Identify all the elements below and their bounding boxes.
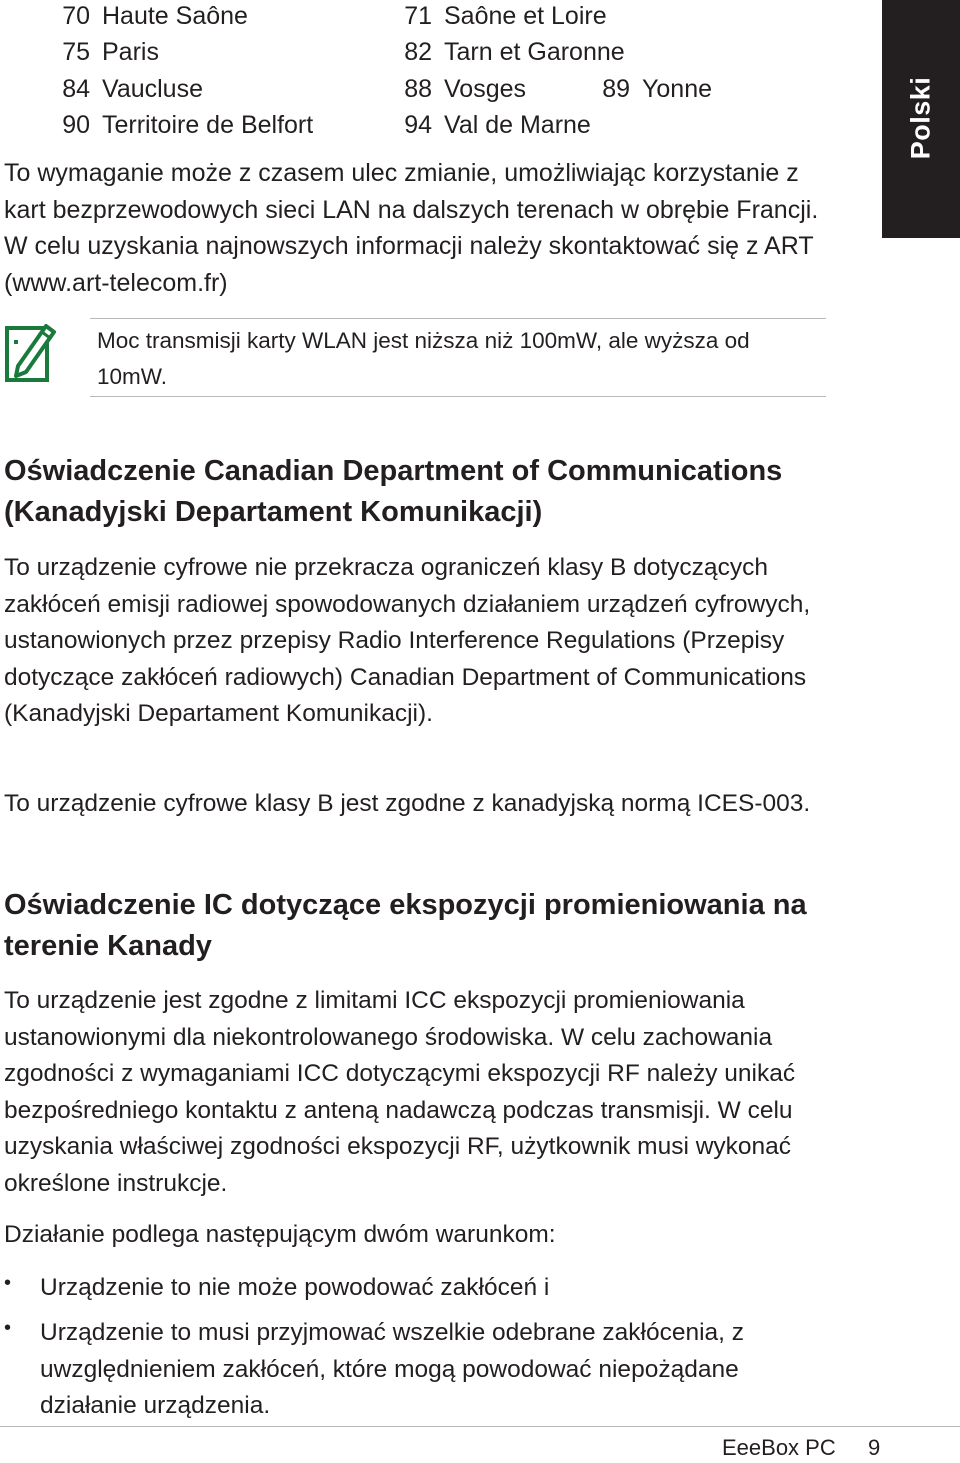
note-text: Moc transmisji karty WLAN jest niższa niż 100mW, ale wyższa od 10mW. [97, 328, 750, 389]
language-tab-label: Polski [905, 76, 936, 160]
body-paragraph: To urządzenie jest zgodne z limitami ICC ekspozycji promieniowania ustanowionymi dla niekontrolowanego środowiska. W celu zachowania zgodności z wymaganiami ICC dotyczącymi ekspozycji RF należy unikać bezpośredniego kontaktu z anteną nadawczą podczas transmisji. W celu uzyskania właściwej zgodności ekspozycji RF, użytkownik musi wykonać określone instrukcje. [4, 987, 796, 1197]
list-item-text: Urządzenie to musi przyjmować wszelkie odebrane zakłócenia, z uwzględnieniem zakłóceń, które mogą powodować niepożądane działanie urządzenia. [40, 1319, 745, 1419]
department-entry: 82 Tarn et Garonne [404, 38, 625, 66]
page-number: 9 [868, 1435, 881, 1460]
body-paragraph: To urządzenie cyfrowe klasy B jest zgodne z kanadyjską normą ICES-003. [4, 790, 811, 817]
department-entry: 71 Saône et Loire [404, 2, 607, 30]
department-entry: 70 Haute Saône [62, 2, 248, 30]
note-bottom-rule [90, 396, 826, 397]
note-top-rule [90, 318, 826, 319]
department-entry: 75 Paris [62, 38, 159, 66]
department-entry: 88 Vosges [404, 75, 527, 103]
list-item-text: Urządzenie to nie może powodować zakłóceń i [40, 1274, 550, 1301]
body-paragraph: Działanie podlega następującym dwóm warunkom: [4, 1221, 556, 1248]
intro-paragraph: To wymaganie może z czasem ulec zmianie, umożliwiając korzystanie z kart bezprzewodowych sieci LAN na dalszych terenach w obrębie Francji. W celu uzyskania najnowszych informacji należy skontaktować się z ART (www.art-telecom.fr) [4, 159, 819, 297]
section-heading: Oświadczenie IC dotyczące ekspozycji promieniowania na terenie Kanady [4, 889, 807, 962]
bullet-marker: • [4, 1272, 12, 1294]
department-entry: 89 Yonne [602, 75, 712, 103]
footer-rule [0, 1426, 960, 1427]
section-heading: Oświadczenie Canadian Department of Communications (Kanadyjski Departament Komunikacji) [4, 455, 783, 528]
department-entry: 84 Vaucluse [62, 75, 203, 103]
department-entry: 90 Territoire de Belfort [62, 111, 314, 139]
footer-product: EeeBox PC [722, 1435, 836, 1460]
body-paragraph: To urządzenie cyfrowe nie przekracza ograniczeń klasy B dotyczących zakłóceń emisji radiowej spowodowanych działaniem urządzeń cyfrowych, ustanowionych przez przepisy Radio Interference Regulations (Przepisy dotyczące zakłóceń radiowych) Canadian Department of Communications (Kanadyjski Departament Komunikacji). [4, 554, 811, 727]
department-entry: 94 Val de Marne [404, 111, 591, 139]
note-pencil-icon [4, 318, 56, 384]
language-tab [882, 0, 960, 238]
bullet-marker: • [4, 1317, 12, 1339]
